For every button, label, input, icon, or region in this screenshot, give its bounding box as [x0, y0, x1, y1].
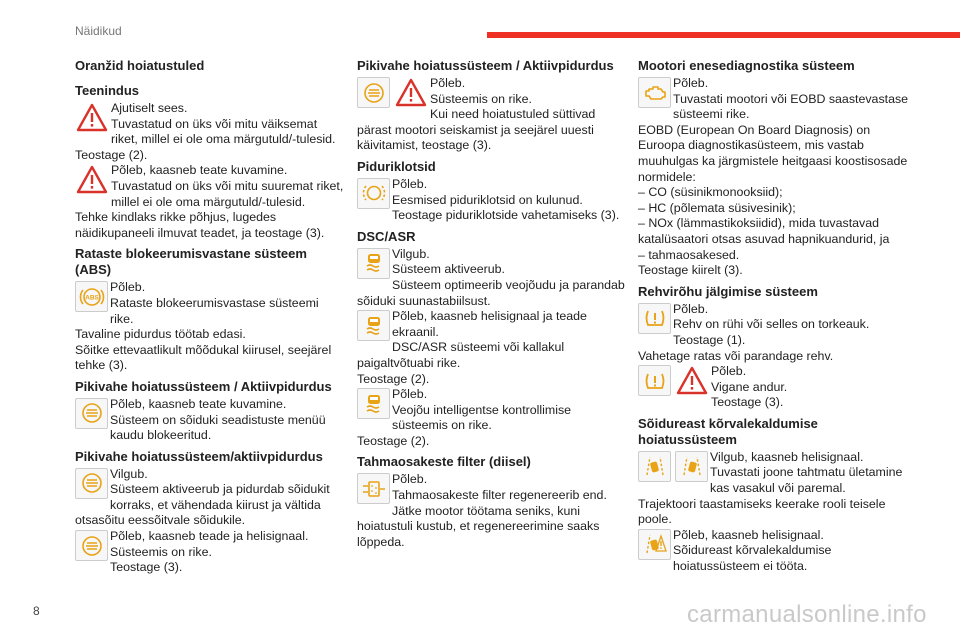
item-text: Põleb. [430, 76, 466, 90]
item-text: Tavaline pidurdus töötab edasi. [75, 327, 246, 342]
list-item: – NOx (lämmastikoksiidid), mida tuvastavad katalüsaatori otsas asuvad hapnikuandurid, ja [638, 216, 890, 246]
item-text: Tehke kindlaks rikke põhjus, lugedes näidikupaneeli ilmuvat teadet, ja teostage (3). [75, 210, 325, 240]
warning-item [357, 177, 625, 224]
warning-item [638, 364, 910, 411]
item-text: Süsteem on sõiduki seadistuste menüü kaudu blokeeritud. [110, 412, 326, 443]
heading-abs: Rataste blokeerumisvastane süsteem (ABS) [75, 246, 307, 278]
heading-distance-alert: Pikivahe hoiatussüsteem / Aktiivpidurdus [357, 58, 614, 73]
item-text: Sõitke ettevaatlikult mõõdukal kiirusel, seejärel tehke (3). [75, 342, 332, 373]
tyre-pressure-icon [638, 365, 671, 396]
item-text: Süsteem optimeerib veojõudu ja parandab sõiduki suunastabiilsust. [357, 277, 625, 308]
heading-engine-diagnostics: Mootori enesediagnostika süsteem [638, 58, 855, 73]
skidding-car-icon [357, 388, 390, 419]
item-text: Sõidureast kõrvalekaldumise hoiatussüsteem ei tööta. [673, 543, 832, 574]
item-text: EOBD (European On Board Diagnosis) on Euroopa diagnostikasüsteem, mis vastab muuhulgas ka järgmistele heitgaasi koostisosade normidele: [638, 122, 908, 184]
warning-item [75, 280, 345, 374]
item-text: Vilgub. [110, 466, 148, 481]
page-number: 8 [33, 604, 40, 618]
warning-item [357, 472, 625, 550]
item-text: Trajektoori taastamiseks keerake rooli teisele poole. [638, 496, 886, 527]
item-text: Tuvastatud on üks või mitu väiksemat riket, millel ei ole oma märgutuld/-tulesid. [111, 116, 336, 147]
item-text: Süsteem aktiveerub. [392, 262, 505, 277]
item-text: Teostage piduriklotside vahetamiseks (3). [392, 208, 620, 223]
item-text: Süsteemis on rike. [430, 91, 532, 106]
item-text: Põleb, kaasneb teade ja helisignaal. [110, 529, 309, 544]
section-heading: Oranžid hoiatustuled [75, 58, 205, 73]
item-text: Teostage kiirelt (3). [638, 263, 743, 278]
column-1 [75, 58, 345, 576]
item-text: Tahmaosakeste filter regenereerib end. [392, 488, 607, 503]
warning-item [357, 76, 625, 154]
warning-item [75, 163, 345, 241]
chapter-title: Näidikud [75, 24, 122, 38]
header-accent-bar [487, 32, 960, 38]
warning-triangle-icon [75, 164, 109, 195]
item-text: Põleb, kaasneb helisignaal ja teade ekraanil. [392, 309, 587, 339]
item-text: Tuvastatud on üks või mitu suuremat riket, millel ei ole oma märgutuld/-tulesid. [111, 178, 344, 209]
distance-alert-icon [75, 530, 108, 561]
warning-triangle-icon [75, 102, 109, 133]
distance-alert-icon [75, 398, 108, 429]
svg-text:ABS: ABS [84, 294, 99, 302]
lane-departure-left-icon [638, 451, 671, 482]
item-text: Vilgub. [392, 246, 430, 261]
warning-item [75, 467, 345, 529]
item-text: Tuvastati mootori või EOBD saastevastase süsteemi rike. [673, 91, 909, 122]
item-text: Põleb. [392, 176, 428, 191]
item-text: Rehv on rühi või selles on torkeauk. [673, 317, 870, 332]
item-text: Teostage (2). [75, 147, 148, 162]
brake-pads-icon [357, 178, 390, 209]
item-text: Veojõu intelligentse kontrollimise süsteemis on rike. [392, 402, 572, 433]
distance-alert-icon [357, 77, 390, 108]
item-text: Vilgub, kaasneb helisignaal. [710, 449, 864, 464]
item-text: Kui need hoiatustuled süttivad pärast mootori seiskamist ja seejärel uuesti käivitamist, teostage (3). [357, 107, 596, 153]
item-text: Põleb, kaasneb teate kuvamine. [111, 163, 288, 178]
item-text: Põleb, kaasneb teate kuvamine. [110, 396, 287, 411]
warning-item [638, 450, 910, 528]
warning-item [357, 309, 625, 387]
list-item: – tahmaosakesed. [638, 247, 740, 262]
item-text: Põleb. [711, 364, 747, 379]
item-text: Põleb. [392, 387, 428, 402]
heading-brake-pads: Piduriklotsid [357, 158, 436, 174]
heading-active-braking: Pikivahe hoiatussüsteem/aktiivpidurdus [75, 448, 323, 464]
item-text: Põleb. [673, 301, 709, 316]
item-text: Tuvastati joone tahtmatu ületamine kas vasakul või paremal. [710, 465, 903, 496]
tyre-pressure-icon [638, 303, 671, 334]
abs-icon [75, 281, 108, 312]
warning-item [638, 76, 910, 279]
item-text: Põleb. [110, 280, 146, 295]
item-text: Eesmised piduriklotsid on kulunud. [392, 192, 583, 207]
heading-particle-filter: Tahmaosakeste filter (diisel) [357, 454, 531, 470]
lane-departure-right-icon [675, 451, 708, 482]
item-text: Süsteemis on rike. [110, 544, 212, 559]
column-2 [357, 58, 625, 550]
warning-triangle-icon [394, 77, 428, 108]
column-3 [638, 58, 910, 575]
list-item: – CO (süsinikmonooksiid); [638, 185, 783, 200]
heading-lane-departure: Sõidureast kõrvalekaldumise hoiatussüsteem [638, 415, 818, 447]
watermark: carmanualsonline.info [687, 601, 927, 628]
item-text: Ajutiselt sees. [111, 101, 188, 115]
distance-alert-icon [75, 468, 108, 499]
item-text: Jätke mootor töötama seniks, kuni hoiatustuli kustub, et regenereerimine saaks lõppeda. [357, 503, 600, 549]
skidding-car-icon [357, 310, 390, 341]
heading-tyre-pressure: Rehvirõhu jälgimise süsteem [638, 283, 818, 299]
item-text: Teostage (3). [110, 560, 183, 575]
lane-departure-fault-icon [638, 529, 671, 560]
list-item: – HC (põlemata süsivesinik); [638, 200, 796, 215]
warning-item [638, 302, 910, 364]
warning-item [638, 528, 910, 575]
skidding-car-icon [357, 248, 390, 279]
item-text: Põleb. [673, 76, 709, 90]
item-text: Rataste blokeerumisvastase süsteemi rike. [110, 295, 319, 326]
heading-service: Teenindus [75, 83, 140, 98]
item-text: DSC/ASR süsteemi või kallakul paigaltvõtuabi rike. [357, 340, 565, 370]
engine-icon [638, 77, 671, 108]
item-text: Vigane andur. [711, 379, 788, 394]
item-text: Teostage (2). [357, 371, 430, 386]
particle-filter-icon [357, 473, 390, 504]
item-text: Teostage (2). [357, 433, 430, 448]
item-text: Teostage (1). [673, 332, 746, 347]
item-text: Süsteem aktiveerub ja pidurdab sõidukit korraks, et vähendada kiirust ja vältida otsasõitu eessõitvale sõidukile. [75, 482, 330, 528]
warning-item [357, 247, 625, 309]
item-text: Põleb, kaasneb helisignaal. [673, 527, 824, 542]
warning-triangle-icon [675, 365, 709, 396]
warning-item [75, 101, 345, 163]
item-text: Põleb. [392, 472, 428, 487]
warning-item [75, 397, 345, 444]
item-text: Vahetage ratas või parandage rehv. [638, 348, 834, 363]
heading-dsc-asr: DSC/ASR [357, 228, 416, 244]
warning-item [357, 387, 625, 449]
heading-distance-alert: Pikivahe hoiatussüsteem / Aktiivpidurdus [75, 378, 332, 394]
warning-item [75, 529, 345, 576]
item-text: Teostage (3). [711, 395, 784, 410]
